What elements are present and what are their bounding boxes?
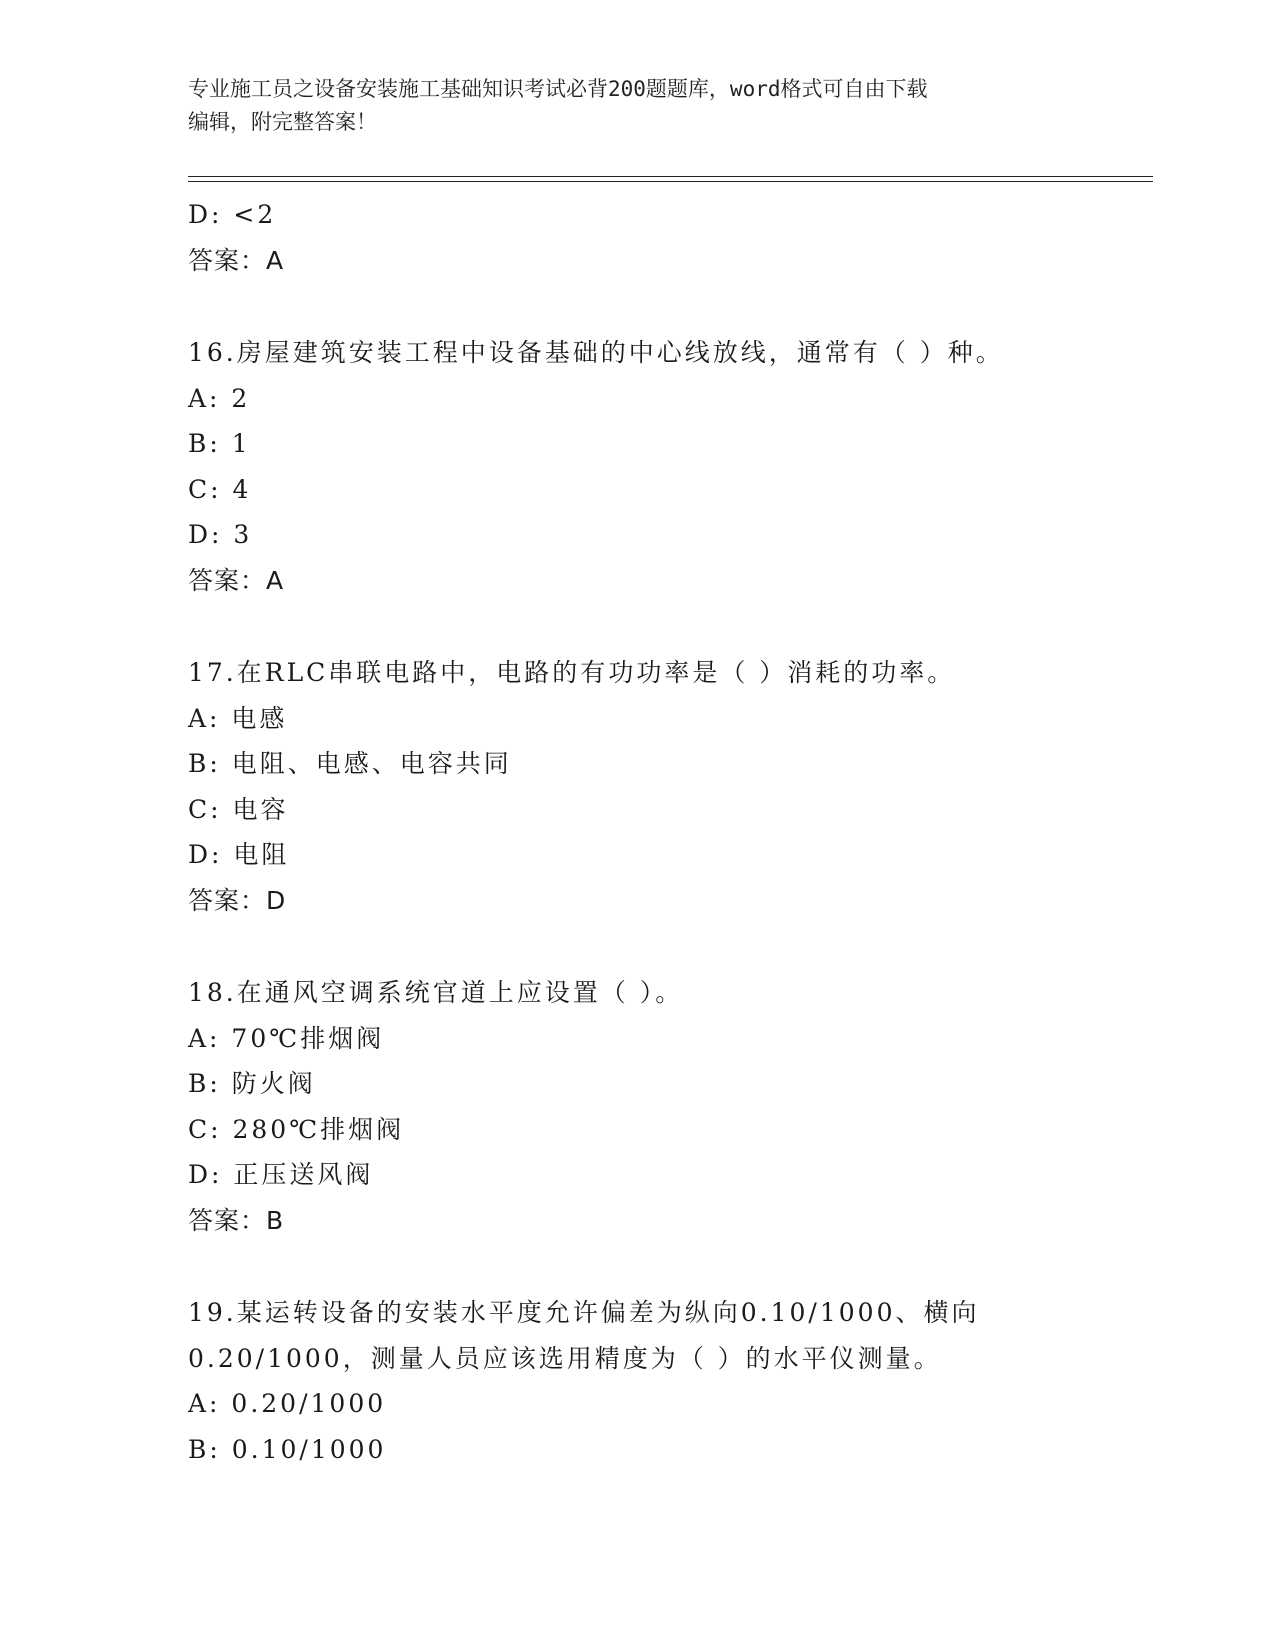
option-c: C: 电容 [188, 794, 289, 824]
option-c: C: 280℃排烟阀 [188, 1114, 405, 1144]
option-c: C: 4 [188, 474, 252, 504]
spacer [188, 1243, 1153, 1290]
option-b: B: 1 [188, 429, 251, 458]
question-stem-continued: 0.20/1000，测量人员应该选用精度为（ ）的水平仪测量。 [188, 1343, 942, 1373]
spacer [188, 923, 1153, 970]
question-19 [188, 1290, 1153, 1472]
option-d: D: 电阻 [188, 840, 290, 869]
header-line-2: 编辑，附完整答案！ [188, 110, 377, 134]
header-rule-top [188, 176, 1153, 177]
option-d: D: 正压送风阀 [188, 1160, 374, 1189]
option-b: B: 防火阀 [188, 1069, 316, 1098]
question-18 [188, 970, 1153, 1243]
question-stem: 16.房屋建筑安装工程中设备基础的中心线放线，通常有（ ）种。 [188, 338, 1004, 367]
option-d: D: 3 [188, 520, 253, 549]
page-header [188, 73, 1088, 139]
answer-q15: 答案：A [188, 245, 285, 275]
header-line-1: 专业施工员之设备安装施工基础知识考试必背200题题库，word格式可自由下载 [188, 77, 928, 101]
option-a: A: 70℃排烟阀 [188, 1023, 385, 1053]
option-a: A: 0.20/1000 [188, 1389, 387, 1418]
answer: 答案：A [188, 565, 285, 595]
answer: 答案：D [188, 885, 287, 915]
header-rule-bottom [188, 181, 1153, 182]
question-16 [188, 330, 1153, 603]
question-stem: 18.在通风空调系统官道上应设置（ ）。 [188, 978, 684, 1007]
spacer [188, 283, 1153, 330]
option-a: A: 2 [188, 383, 251, 413]
question-stem: 17.在RLC串联电路中，电路的有功功率是（ ）消耗的功率。 [188, 658, 956, 687]
option-a: A: 电感 [188, 703, 288, 733]
option-b: B: 电阻、电感、电容共同 [188, 749, 512, 778]
spacer [188, 603, 1153, 650]
answer: 答案：B [188, 1205, 285, 1235]
option-b: B: 0.10/1000 [188, 1434, 387, 1464]
question-stem: 19.某运转设备的安装水平度允许偏差为纵向0.10/1000、横向 [188, 1298, 980, 1327]
question-list [188, 192, 1153, 1472]
question-17 [188, 650, 1153, 923]
option-d-q15: D: <2 [188, 200, 277, 229]
